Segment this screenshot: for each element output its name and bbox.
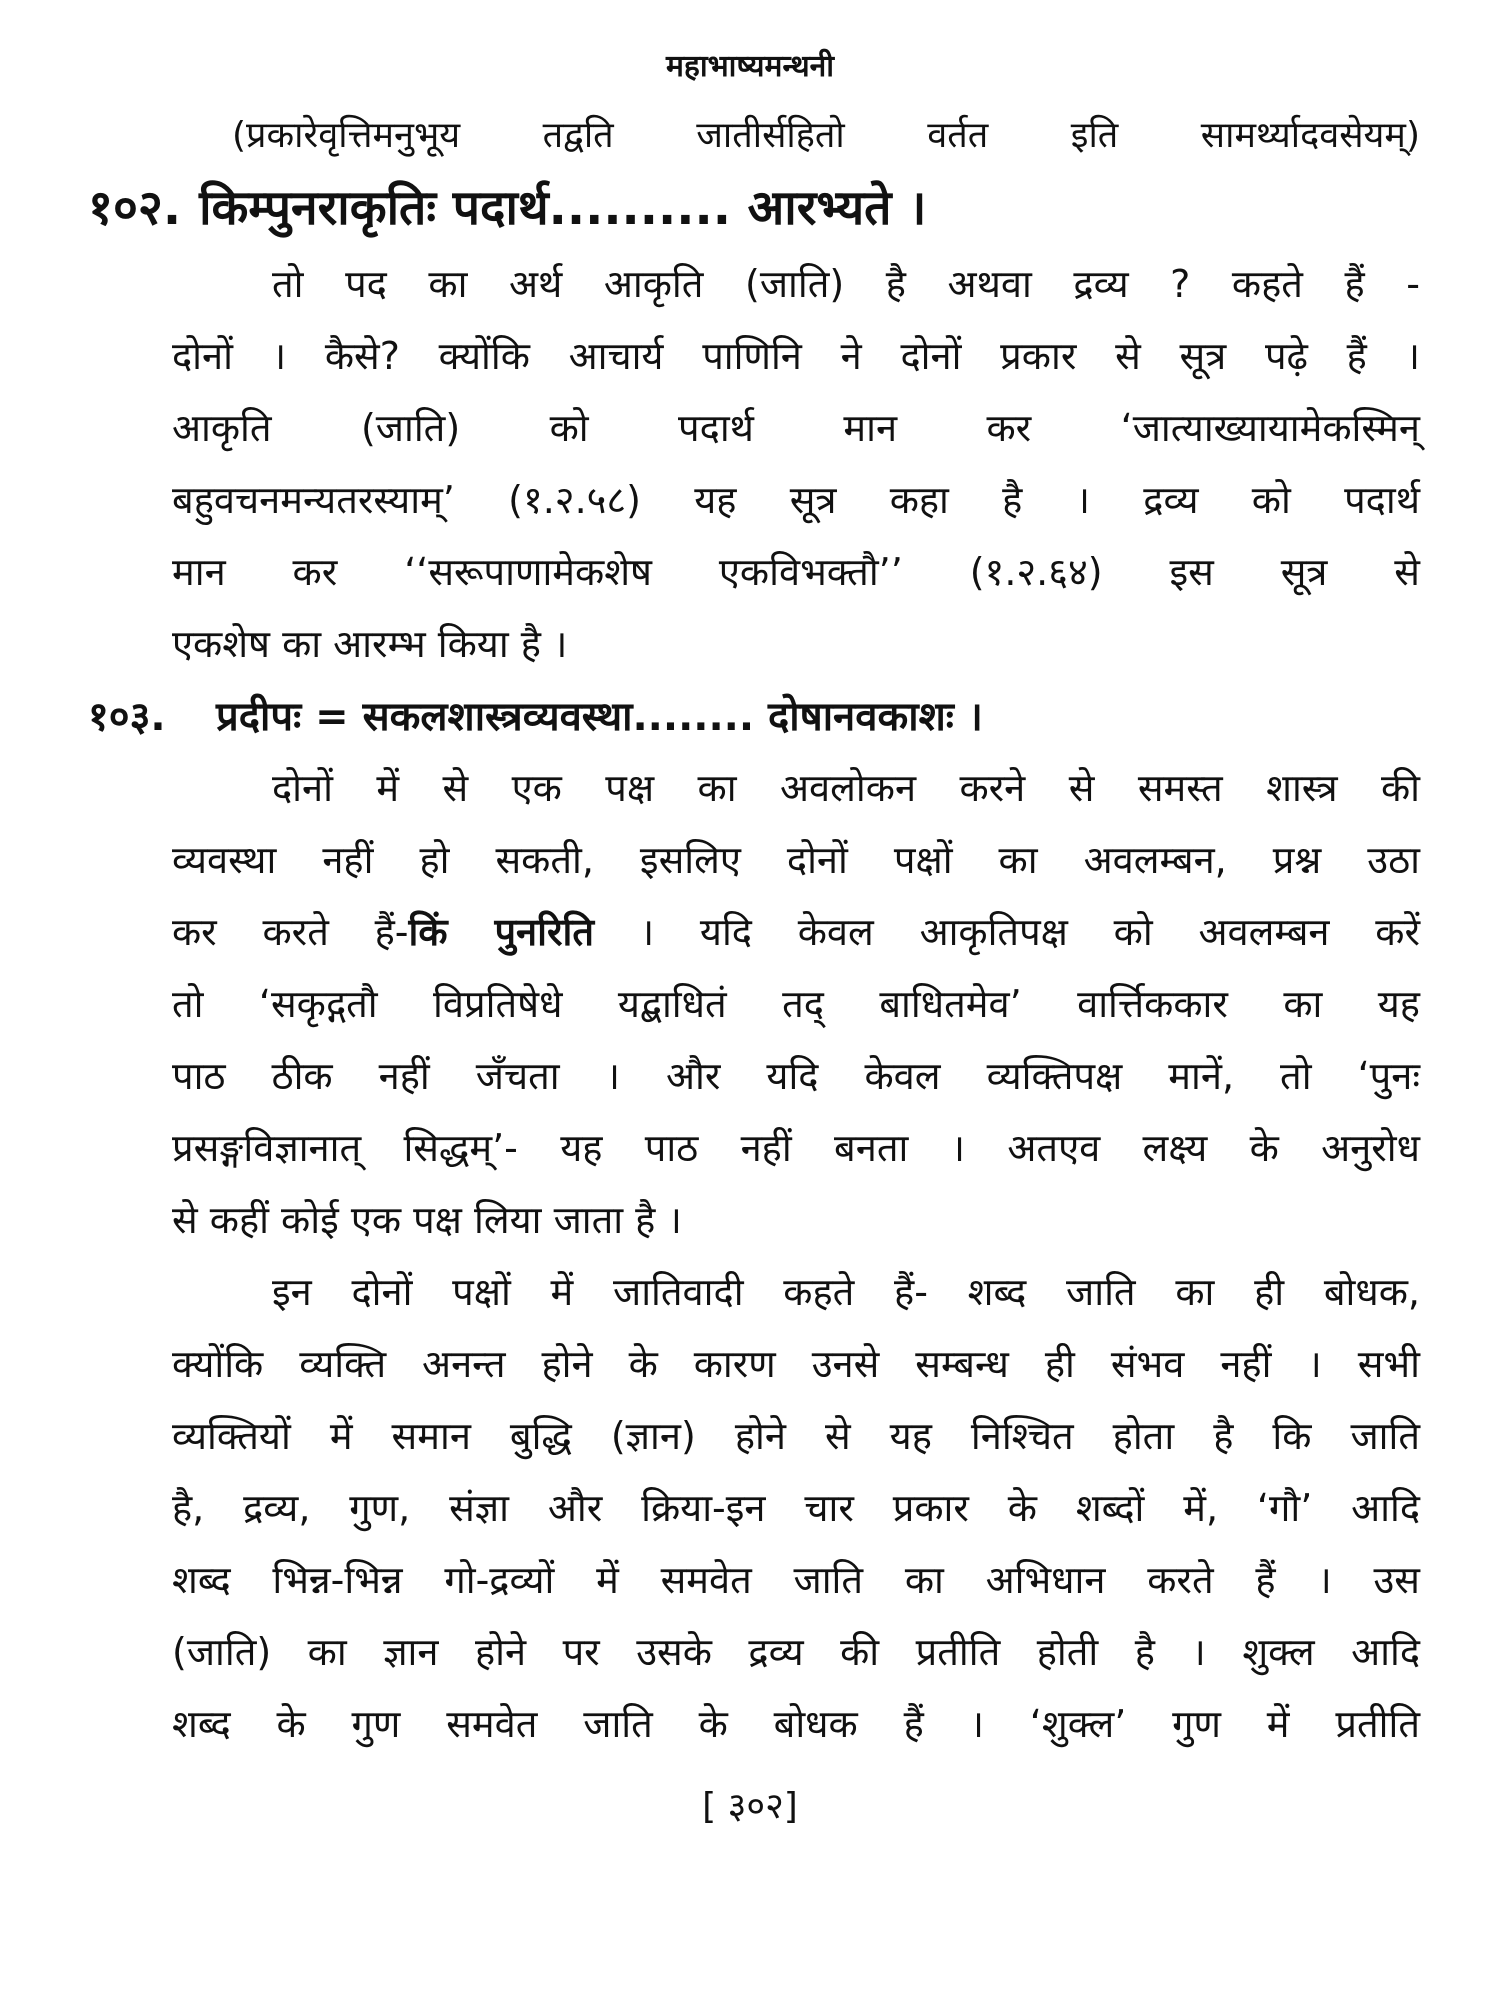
section-103-para1-line: तो ‘सकृद्गतौ विप्रतिषेधे यद्बाधितं तद् बाधितमेव’ वार्त्तिककार का यह — [172, 982, 1420, 1026]
section-103-para2-line: शब्द भिन्न-भिन्न गो-द्रव्यों में समवेत जाति का अभिधान करते हैं । उस — [172, 1558, 1420, 1602]
section-103-para2-line: इन दोनों पक्षों में जातिवादी कहते हैं- शब्द जाति का ही बोधक, — [272, 1270, 1420, 1314]
section-103-para1-line: प्रसङ्गविज्ञानात् सिद्धम्’- यह पाठ नहीं बनता । अतएव लक्ष्य के अनुरोध — [172, 1126, 1420, 1170]
page-number: [ ३०२] — [702, 1786, 798, 1827]
section-103-para1-line: व्यवस्था नहीं हो सकती, इसलिए दोनों पक्षों का अवलम्बन, प्रश्न उठा — [172, 838, 1420, 882]
section-103-number: १०३. — [88, 694, 166, 740]
section-103-title: सकलशास्त्रव्यवस्था........ दोषानवकाशः । — [362, 694, 983, 740]
sanskrit-note: (प्रकारेवृत्तिमनुभूय तद्वति जातीर्सहितो वर्तत इति सामर्थ्यादवसेयम्) — [232, 115, 1420, 156]
section-103-para1-line: दोनों में से एक पक्ष का अवलोकन करने से समस्त शास्त्र की — [272, 766, 1420, 810]
section-103-para1-line: से कहीं कोई एक पक्ष लिया जाता है । — [172, 1198, 682, 1242]
section-103-para1-line: पाठ ठीक नहीं जँचता । और यदि केवल व्यक्तिपक्ष मानें, तो ‘पुनः — [172, 1054, 1420, 1098]
section-103-para2-line: (जाति) का ज्ञान होने पर उसके द्रव्य की प्रतीति होती है । शुक्ल आदि — [172, 1630, 1420, 1674]
section-102-line: दोनों । कैसे? क्योंकि आचार्य पाणिनि ने दोनों प्रकार से सूत्र पढ़े हैं । — [172, 334, 1420, 378]
section-102-number: १०२. — [88, 180, 182, 236]
running-head: महाभाष्यमन्थनी — [665, 49, 835, 84]
section-102-line: मान कर ‘‘सरूपाणामेकशेष एकविभक्तौ’’ (१.२.६४) इस सूत्र से — [172, 550, 1420, 594]
section-102-line: बहुवचनमन्यतरस्याम्’ (१.२.५८) यह सूत्र कहा है । द्रव्य को पदार्थ — [172, 478, 1420, 522]
line-text: । यदि केवल आकृतिपक्ष को अवलम्बन करें — [594, 910, 1420, 954]
section-103-label: प्रदीपः = — [216, 694, 349, 740]
bold-term: किं पुनरिति — [408, 910, 595, 954]
section-103-para2-line: क्योंकि व्यक्ति अनन्त होने के कारण उनसे सम्बन्ध ही संभव नहीं । सभी — [172, 1342, 1420, 1386]
section-103-para1-line — [172, 908, 1420, 956]
section-102-line: एकशेष का आरम्भ किया है । — [172, 622, 568, 666]
section-102-line: तो पद का अर्थ आकृति (जाति) है अथवा द्रव्य ? कहते हैं - — [272, 262, 1420, 306]
section-103-para2-line: है, द्रव्य, गुण, संज्ञा और क्रिया-इन चार प्रकार के शब्दों में, ‘गौ’ आदि — [172, 1486, 1420, 1530]
section-102-line: आकृति (जाति) को पदार्थ मान कर ‘जात्याख्यायामेकस्मिन् — [172, 406, 1420, 450]
section-103-heading — [88, 692, 983, 742]
section-102-title: किम्पुनराकृतिः पदार्थ.......... आरभ्यते । — [199, 180, 927, 236]
line-text: कर करते हैं- — [172, 910, 409, 954]
section-102-heading — [88, 178, 926, 238]
section-103-para2-line: शब्द के गुण समवेत जाति के बोधक हैं । ‘शुक्ल’ गुण में प्रतीति — [172, 1702, 1420, 1746]
section-103-para2-line: व्यक्तियों में समान बुद्धि (ज्ञान) होने से यह निश्चित होता है कि जाति — [172, 1414, 1420, 1458]
